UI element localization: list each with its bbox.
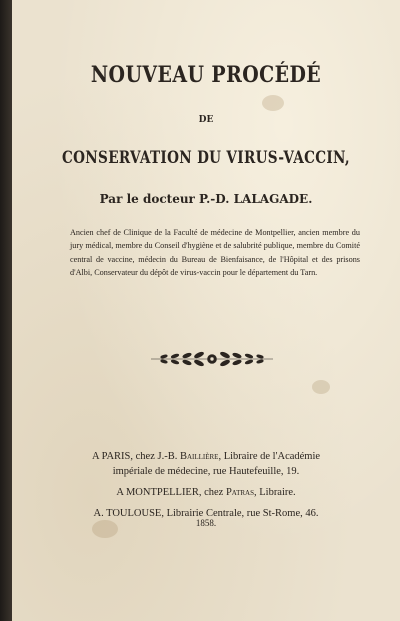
imprint-montpellier-line — [12, 487, 400, 498]
document-title: NOUVEAU PROCÉDÉ — [90, 62, 322, 88]
imprint-paris-a: A PARIS, chez J.-B. — [91, 451, 180, 462]
imprint-montpellier-c: , Libraire. — [253, 487, 296, 498]
author-credentials: Ancien chef de Clinique de la Faculté de médecine de Montpellier, ancien membre du jury médical, membre du Conseil d'hygiène et de salubrité publique, membre du Comité central de vaccine, médecin du Bureau de Bienfaisance, de l'Hôpital et des prisons d'Albi, Conservateur du dépôt de virus-vaccin pour le département du Tarn. — [70, 228, 360, 278]
imprint-publisher-name: Baillière — [179, 451, 219, 462]
imprint-paris-c: , Libraire de l'Académie — [218, 451, 321, 462]
book-spine-edge — [0, 0, 12, 621]
imprint-montpellier-a: A MONTPELLIER, chez — [116, 487, 226, 498]
foxing-spot — [262, 95, 284, 111]
imprint-paris-line — [12, 451, 400, 462]
imprint-montpellier-name: Patras — [225, 487, 254, 498]
foxing-spot — [312, 380, 330, 394]
author-line: Par le docteur P.-D. LALAGADE. — [99, 192, 313, 206]
publication-year: 1858. — [195, 518, 217, 528]
imprint-toulouse-line: A. TOULOUSE, Librairie Centrale, rue St-Rome, 46. — [93, 508, 319, 519]
document-subtitle: CONSERVATION DU VIRUS-VACCIN, — [62, 148, 350, 168]
title-page — [12, 0, 400, 621]
imprint-paris-address: impériale de médecine, rue Hautefeuille, 19. — [112, 466, 300, 477]
floral-ornament-icon — [147, 348, 277, 370]
title-connector: DE — [198, 115, 214, 125]
